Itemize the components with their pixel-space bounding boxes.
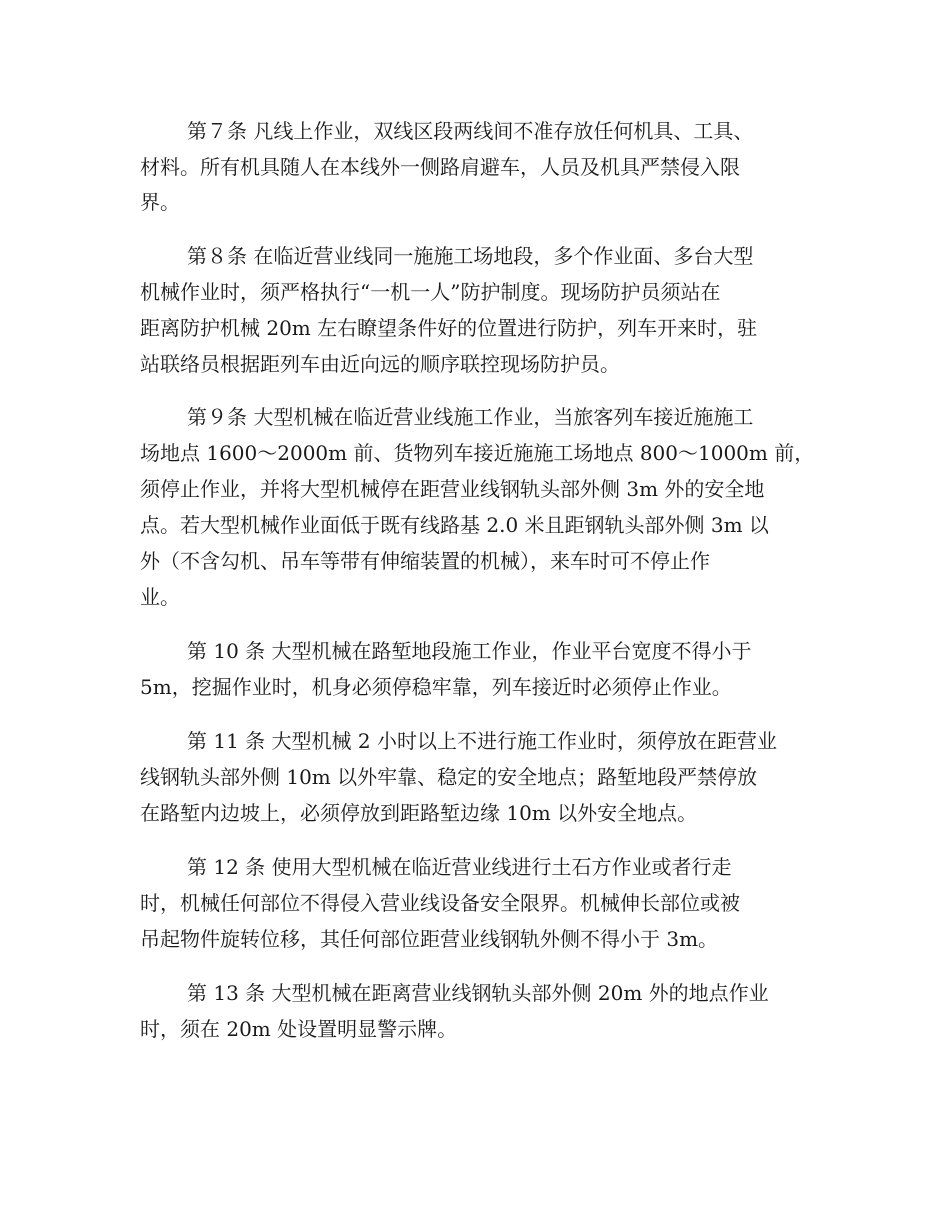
article-9-line-5: 外（不含勾机、吊车等带有伸缩装置的机械），来车时可不停止作 [140, 549, 710, 573]
article-13-line-2: 时，须在 20m 处设置明显警示牌。 [140, 1017, 458, 1041]
article-10-line-1: 第 10 条 大型机械在路堑地段施工作业，作业平台宽度不得小于 [187, 639, 752, 663]
article-7-line-2: 材料。所有机具随人在本线外一侧路肩避车，人员及机具严禁侵入限 [140, 155, 740, 179]
article-8-line-1: 第８条 在临近营业线同一施施工场地段，多个作业面、多台大型 [187, 244, 754, 268]
article-9-line-4: 点。若大型机械作业面低于既有线路基 2.0 米且距钢轨头部外侧 3m 以 [140, 513, 769, 537]
article-13-line-1: 第 13 条 大型机械在距离营业线钢轨头部外侧 20m 外的地点作业 [187, 981, 769, 1005]
article-9-line-1: 第９条 大型机械在临近营业线施工作业，当旅客列车接近施施工 [187, 405, 754, 429]
article-10-line-2: 5m，挖掘作业时，机身必须停稳牢靠，列车接近时必须停止作业。 [140, 675, 732, 699]
article-7-line-3: 界。 [140, 190, 180, 214]
article-11-line-3: 在路堑内边坡上，必须停放到距路堑边缘 10m 以外安全地点。 [140, 801, 698, 825]
article-8-line-2: 机械作业时，须严格执行“一机一人”防护制度。现场防护员须站在 [140, 280, 721, 304]
article-9-line-3: 须停止作业，并将大型机械停在距营业线钢轨头部外侧 3m 外的安全地 [140, 477, 765, 501]
article-11-line-1: 第 11 条 大型机械 2 小时以上不进行施工作业时，须停放在距营业 [187, 729, 777, 753]
article-9-line-2: 场地点 1600～2000m 前、货物列车接近施施工场地点 800～1000m 前， [140, 441, 815, 465]
article-12-line-2: 时，机械任何部位不得侵入营业线设备安全限界。机械伸长部位或被 [140, 891, 740, 915]
article-8-line-3: 距离防护机械 20m 左右瞭望条件好的位置进行防护，列车开来时，驻 [140, 316, 758, 340]
article-11-line-2: 线钢轨头部外侧 10m 以外牢靠、稳定的安全地点；路堑地段严禁停放 [140, 765, 758, 789]
article-9-line-6: 业。 [140, 585, 180, 609]
article-12-line-3: 吊起物件旋转位移，其任何部位距营业线钢轨外侧不得小于 3m。 [140, 927, 719, 951]
article-12-line-1: 第 12 条 使用大型机械在临近营业线进行土石方作业或者行走 [187, 855, 732, 879]
article-8-line-4: 站联络员根据距列车由近向远的顺序联控现场防护员。 [140, 352, 620, 376]
article-7-line-1: 第７条 凡线上作业，双线区段两线间不准存放任何机具、工具、 [187, 119, 754, 143]
